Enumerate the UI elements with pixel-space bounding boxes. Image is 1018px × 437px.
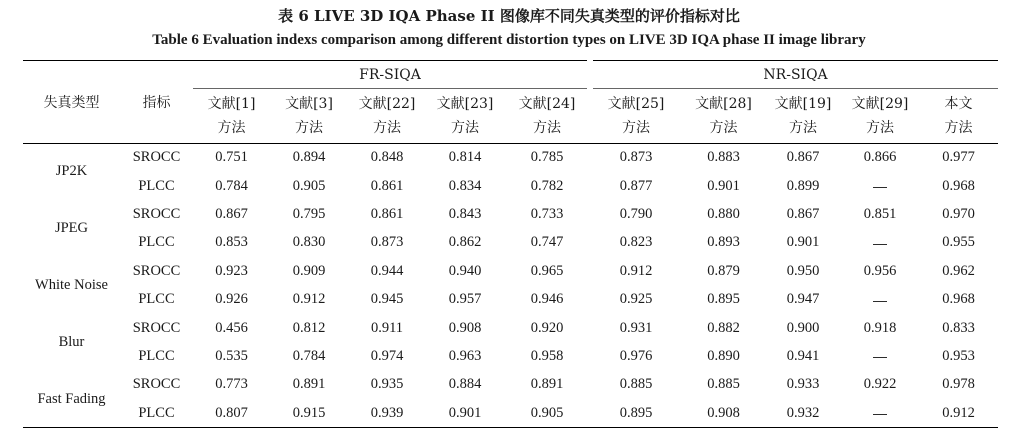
- value-cell: 0.891: [292, 376, 326, 393]
- value-cell: 0.879: [707, 262, 740, 279]
- table-row: [23, 172, 998, 200]
- value-cell: 0.947: [786, 291, 820, 308]
- metric-cell: PLCC: [138, 404, 175, 421]
- distortion-type-cell: White Noise: [35, 276, 108, 293]
- header-method: [193, 89, 270, 144]
- value-cell: 0.941: [786, 347, 820, 364]
- table-row: [23, 342, 998, 370]
- value-cell: 0.535: [215, 347, 248, 364]
- value-cell: 0.747: [530, 234, 564, 251]
- method-label: 方法: [944, 119, 973, 136]
- value-cell: 0.909: [292, 262, 326, 279]
- method-reference: 文献[28]: [695, 95, 752, 112]
- value-cell: 0.976: [619, 347, 653, 364]
- header-method: [426, 89, 504, 144]
- value-cell: 0.867: [215, 205, 248, 222]
- value-cell: 0.911: [370, 319, 404, 336]
- value-cell: 0.905: [530, 404, 564, 421]
- value-cell: 0.912: [942, 404, 975, 421]
- method-label: 方法: [866, 119, 895, 136]
- table-row: [23, 285, 998, 313]
- value-cell: 0.931: [619, 319, 653, 336]
- value-cell: —: [873, 348, 888, 365]
- value-cell: 0.926: [215, 291, 248, 308]
- value-cell: 0.880: [707, 205, 740, 222]
- value-cell: 0.950: [786, 262, 820, 279]
- value-cell: 0.932: [786, 404, 820, 421]
- value-cell: 0.945: [370, 291, 404, 308]
- method-label: 方法: [451, 119, 479, 136]
- value-cell: 0.833: [942, 319, 975, 336]
- value-cell: 0.834: [448, 177, 482, 194]
- table-row: [23, 229, 998, 257]
- value-cell: 0.968: [942, 177, 975, 194]
- table-caption-chinese: 表 6 LIVE 3D IQA Phase II 图像库不同失真类型的评价指标对比: [278, 7, 740, 25]
- value-cell: —: [873, 405, 888, 422]
- value-cell: 0.965: [530, 262, 564, 279]
- method-reference: 文献[22]: [358, 95, 416, 112]
- value-cell: 0.933: [786, 376, 820, 393]
- value-cell: 0.922: [863, 376, 897, 393]
- value-cell: 0.830: [292, 234, 326, 251]
- value-cell: 0.784: [215, 177, 248, 194]
- value-cell: 0.895: [707, 291, 740, 308]
- value-cell: 0.894: [270, 143, 348, 172]
- value-cell: 0.953: [942, 347, 975, 364]
- value-cell: 0.962: [942, 262, 975, 279]
- header-method: [841, 89, 919, 144]
- header-method: [919, 89, 998, 144]
- value-cell: 0.944: [370, 262, 404, 279]
- value-cell: 0.918: [863, 319, 897, 336]
- value-cell: 0.885: [707, 376, 740, 393]
- results-table: [23, 60, 998, 428]
- value-cell: —: [873, 178, 888, 195]
- value-cell: 0.974: [370, 347, 404, 364]
- value-cell: 0.790: [619, 205, 653, 222]
- value-cell: 0.978: [942, 376, 975, 393]
- header-method: [590, 89, 682, 144]
- distortion-type-cell: JPEG: [54, 220, 89, 237]
- header-method: [765, 89, 841, 144]
- value-cell: 0.920: [530, 319, 564, 336]
- value-cell: 0.940: [448, 262, 482, 279]
- distortion-type-cell: JP2K: [23, 143, 120, 200]
- value-cell: 0.884: [448, 376, 482, 393]
- metric-cell: PLCC: [138, 291, 175, 308]
- value-cell: 0.890: [707, 347, 740, 364]
- value-cell: 0.812: [292, 319, 326, 336]
- value-cell: 0.891: [530, 376, 564, 393]
- value-cell: 0.957: [448, 291, 482, 308]
- value-cell: 0.899: [786, 177, 820, 194]
- method-label: 方法: [533, 119, 561, 136]
- value-cell: 0.883: [682, 143, 765, 172]
- table-row: [23, 371, 998, 399]
- value-cell: 0.935: [370, 376, 404, 393]
- table-row: [23, 399, 998, 428]
- header-method: [682, 89, 765, 144]
- value-cell: 0.882: [707, 319, 740, 336]
- value-cell: 0.851: [863, 205, 897, 222]
- method-label: 方法: [217, 119, 246, 136]
- value-cell: 0.814: [426, 143, 504, 172]
- method-label: 方法: [373, 119, 401, 136]
- header-method: [504, 89, 590, 144]
- method-label: 方法: [709, 119, 738, 136]
- value-cell: 0.807: [215, 404, 248, 421]
- value-cell: 0.867: [765, 143, 841, 172]
- value-cell: 0.861: [370, 177, 404, 194]
- value-cell: 0.848: [348, 143, 426, 172]
- value-cell: —: [873, 291, 888, 308]
- value-cell: 0.915: [292, 404, 326, 421]
- value-cell: 0.867: [786, 205, 820, 222]
- value-cell: 0.795: [292, 205, 326, 222]
- value-cell: 0.773: [215, 376, 248, 393]
- value-cell: 0.970: [942, 205, 975, 222]
- method-reference: 文献[19]: [774, 95, 832, 112]
- value-cell: 0.901: [786, 234, 820, 251]
- value-cell: 0.823: [619, 234, 653, 251]
- value-cell: 0.456: [215, 319, 248, 336]
- metric-cell: PLCC: [138, 234, 175, 251]
- value-cell: 0.853: [215, 234, 248, 251]
- value-cell: 0.912: [292, 291, 326, 308]
- method-label: 方法: [295, 119, 323, 136]
- value-cell: 0.958: [530, 347, 564, 364]
- value-cell: 0.877: [619, 177, 653, 194]
- value-cell: 0.782: [530, 177, 564, 194]
- table-body: [23, 143, 998, 428]
- method-reference: 文献[23]: [436, 95, 494, 112]
- value-cell: 0.843: [448, 205, 482, 222]
- value-cell: —: [873, 234, 888, 251]
- metric-cell: PLCC: [138, 177, 175, 194]
- value-cell: 0.968: [942, 291, 975, 308]
- method-reference: 文献[3]: [285, 95, 333, 112]
- method-reference: 文献[29]: [851, 95, 909, 112]
- value-cell: 0.751: [193, 143, 270, 172]
- value-cell: 0.908: [707, 404, 740, 421]
- value-cell: 0.784: [292, 347, 326, 364]
- method-reference: 本文: [944, 95, 973, 112]
- value-cell: 0.885: [619, 376, 653, 393]
- header-metric: 指标: [142, 94, 171, 111]
- value-cell: 0.925: [619, 291, 653, 308]
- value-cell: 0.908: [448, 319, 482, 336]
- value-cell: 0.977: [919, 143, 998, 172]
- group-header-nr: NR-SIQA: [590, 61, 998, 89]
- value-cell: 0.963: [448, 347, 482, 364]
- value-cell: 0.895: [619, 404, 653, 421]
- distortion-type-cell: Fast Fading: [23, 371, 120, 428]
- method-reference: 文献[1]: [207, 95, 256, 112]
- value-cell: 0.955: [942, 234, 975, 251]
- header-method: [270, 89, 348, 144]
- value-cell: 0.912: [619, 262, 653, 279]
- metric-cell: SROCC: [120, 143, 193, 172]
- value-cell: 0.939: [370, 404, 404, 421]
- metric-cell: SROCC: [132, 319, 181, 336]
- method-label: 方法: [622, 119, 651, 136]
- method-reference: 文献[24]: [518, 95, 576, 112]
- value-cell: 0.733: [530, 205, 564, 222]
- value-cell: 0.956: [863, 262, 897, 279]
- value-cell: 0.946: [530, 291, 564, 308]
- header-method: [348, 89, 426, 144]
- value-cell: 0.923: [215, 262, 248, 279]
- value-cell: 0.866: [841, 143, 919, 172]
- value-cell: 0.905: [292, 177, 326, 194]
- value-cell: 0.901: [707, 177, 740, 194]
- value-cell: 0.785: [504, 143, 590, 172]
- table-row: [23, 257, 998, 285]
- method-reference: 文献[25]: [607, 95, 665, 112]
- value-cell: 0.893: [707, 234, 740, 251]
- metric-cell: SROCC: [132, 262, 181, 279]
- header-distortion-type: 失真类型: [43, 94, 100, 111]
- value-cell: 0.861: [370, 205, 404, 222]
- value-cell: 0.901: [448, 404, 482, 421]
- value-cell: 0.873: [590, 143, 682, 172]
- table-row: [23, 314, 998, 342]
- value-cell: 0.873: [370, 234, 404, 251]
- table-caption-english: Table 6 Evaluation indexs comparison among different distortion types on LIVE 3D IQA phase II image library: [152, 32, 866, 48]
- method-label: 方法: [789, 119, 818, 136]
- value-cell: 0.900: [786, 319, 820, 336]
- metric-cell: SROCC: [132, 376, 181, 393]
- metric-cell: SROCC: [132, 205, 181, 222]
- value-cell: 0.862: [448, 234, 482, 251]
- distortion-type-cell: Blur: [58, 333, 85, 350]
- table-row: [23, 200, 998, 228]
- table-row: [23, 143, 998, 172]
- metric-cell: PLCC: [138, 347, 175, 364]
- group-header-fr: FR-SIQA: [193, 61, 590, 89]
